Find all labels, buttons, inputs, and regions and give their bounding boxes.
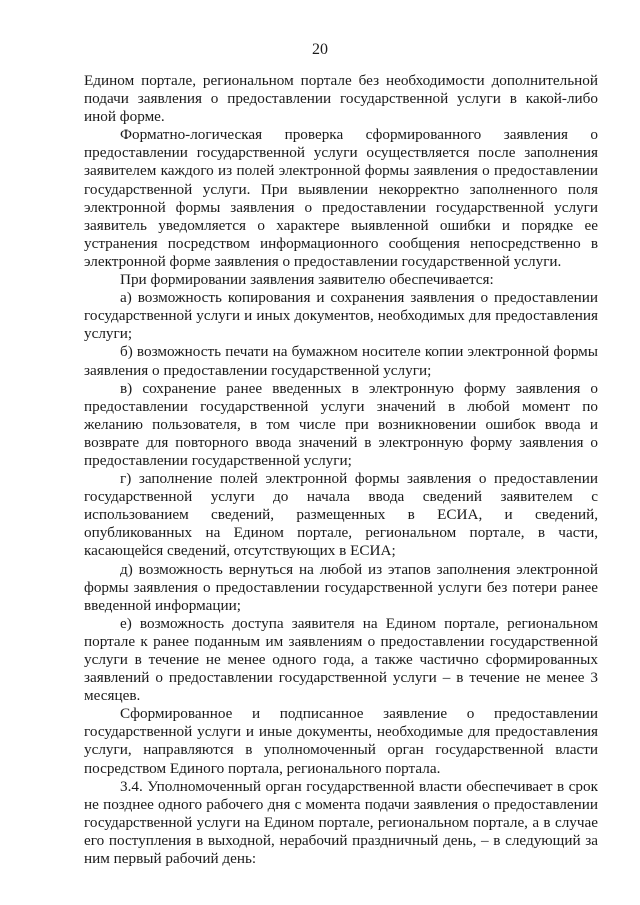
paragraph-format-check: Форматно-логическая проверка сформированного заявления о предоставлении государственной услуги осуществляется после заполнения заявителем каждого из полей электронной формы заявления о предоставлении государственной услуги. При выявлении некорректно заполненного поля электронной формы заявления о предоставлении государственной услуги заявитель уведомляется о характере выявленной ошибки и порядке ее устранения посредством информационного сообщения непосредственно в электронной форме заявления о предоставлении государственной услуги. <box>84 126 598 270</box>
list-item-a: а) возможность копирования и сохранения заявления о предоставлении государственной услуги и иных документов, необходимых для предоставления услуги; <box>84 289 598 343</box>
paragraph-provisions-intro: При формировании заявления заявителю обеспечивается: <box>120 271 494 289</box>
list-item-b: б) возможность печати на бумажном носителе копии электронной формы заявления о предоставлении государственной услуги; <box>84 343 598 379</box>
list-item-v: в) сохранение ранее введенных в электронную форму заявления о предоставлении государственной услуги значений в любой момент по желанию пользователя, в том числе при возникновении ошибок ввода и возврате для повторного ввода значений в электронную форму заявления о предоставлении государственной услуги; <box>84 379 598 469</box>
document-body <box>84 72 598 868</box>
list-item-d: д) возможность вернуться на любой из этапов заполнения электронной формы заявления о предоставлении государственной услуги без потери ранее введенной информации; <box>84 560 598 614</box>
list-item-e: е) возможность доступа заявителя на Едином портале, региональном портале к ранее поданным им заявлениям о предоставлении государственной услуги в течение не менее одного года, а также частично сформированных заявлений о предоставлении государственной услуги – в течение не менее 3 месяцев. <box>84 614 598 705</box>
paragraph-continuation: Едином портале, региональном портале без необходимости дополнительной подачи заявления о предоставлении государственной услуги в какой-либо иной форме. <box>84 72 598 126</box>
paragraph-section-3-4: 3.4. Уполномоченный орган государственной власти обеспечивает в срок не позднее одного рабочего дня с момента подачи заявления о предоставлении государственной услуги на Едином портале, региональном портале, а в случае его поступления в выходной, нерабочий праздничный день, – в следующий за ним первый рабочий день: <box>84 777 598 868</box>
page-number: 20 <box>312 41 328 58</box>
list-item-g: г) заполнение полей электронной формы заявления о предоставлении государственной услуги до начала ввода сведений заявителем с использованием сведений, размещенных в ЕСИА, и сведений, опубликованных на Едином портале, региональном портале, в части, касающейся сведений, отсутствующих в ЕСИА; <box>84 470 598 560</box>
paragraph-submission: Сформированное и подписанное заявление о предоставлении государственной услуги и иные документы, необходимые для предоставления услуги, направляются в уполномоченный орган государственной власти посредством Единого портала, регионального портала. <box>84 705 598 777</box>
